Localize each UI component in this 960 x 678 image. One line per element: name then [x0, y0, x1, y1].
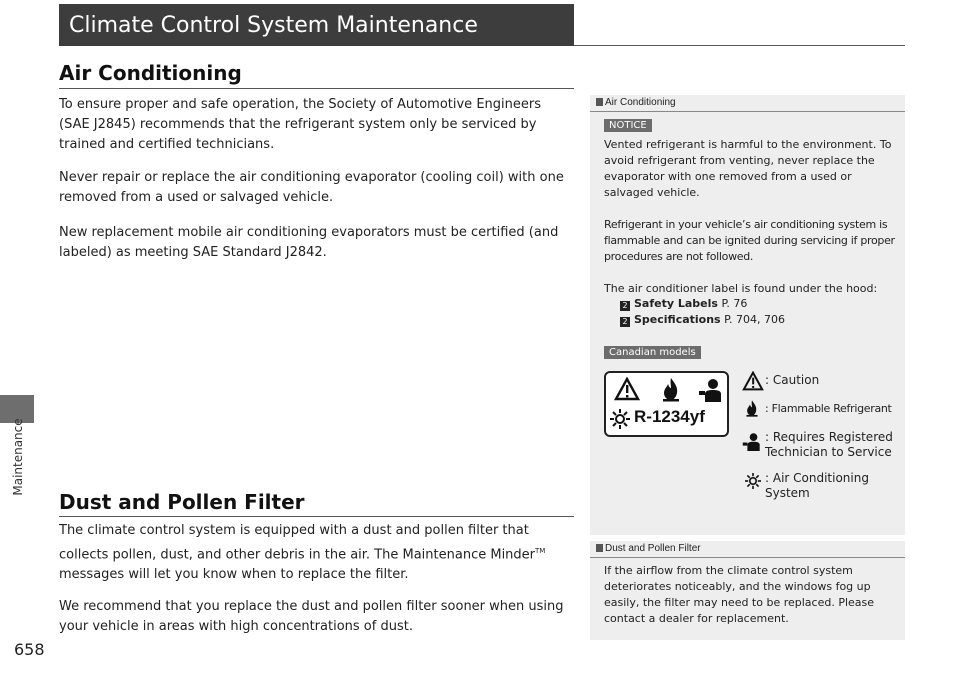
ref-safety-labels[interactable]: 2 Safety Labels P. 76 — [620, 297, 747, 311]
refrigerant-label-illustration — [604, 371, 729, 437]
ac-paragraph-2: Never repair or replace the air conditioning evaporator (cooling coil) with one removed from a used or salvaged vehicle. — [59, 170, 564, 205]
caution-legend-icon — [742, 371, 764, 391]
filter-sidebar-rule — [590, 557, 905, 558]
flammable-warning-text: Refrigerant in your vehicle’s air conditioning system is flammable and can be ignited during servicing if proper procedures are not followed. — [604, 218, 895, 263]
technician-legend-icon — [742, 431, 762, 451]
flame-icon — [661, 376, 681, 402]
filter-sidebar-heading: Dust and Pollen Filter — [596, 543, 701, 554]
filter-paragraph-2: We recommend that you replace the dust and pollen filter sooner when using your vehicle in areas with high concentrations of dust. — [59, 599, 564, 634]
notice-text: Vented refrigerant is harmful to the environment. To avoid refrigerant from venting, never replace the evaporator with one removed from a used or salvaged vehicle. — [604, 138, 892, 199]
filter-heading-rule — [59, 516, 574, 517]
page-number: 658 — [14, 640, 45, 659]
flammable-legend-icon — [745, 399, 759, 417]
air-conditioning-icon — [610, 409, 630, 429]
canadian-models-badge: Canadian models — [604, 346, 701, 359]
notice-badge: NOTICE — [604, 119, 652, 132]
ac-heading: Air Conditioning — [59, 61, 242, 85]
page-title: Climate Control System Maintenance — [69, 13, 478, 38]
cross-reference-icon: 2 — [620, 301, 630, 311]
filter-sidebar-note — [590, 541, 905, 640]
title-rule — [574, 45, 905, 46]
page-title-bar — [59, 4, 574, 46]
technician-icon — [698, 376, 724, 402]
note-marker-icon — [596, 544, 603, 552]
ac-heading-rule — [59, 88, 574, 89]
note-marker-icon — [596, 98, 603, 106]
ref-specifications[interactable]: 2 Specifications P. 704, 706 — [620, 313, 785, 327]
legend-caution: : Caution — [765, 373, 820, 387]
ac-sidebar-note — [590, 95, 905, 535]
legend-flammable: : Flammable Refrigerant — [765, 402, 892, 415]
cross-reference-icon: 2 — [620, 317, 630, 327]
ac-paragraph-3: New replacement mobile air conditioning evaporators must be certified (and labeled) as meeting SAE Standard J2842. — [59, 225, 559, 260]
legend-technician: : Requires Registered Technician to Service — [765, 430, 893, 459]
caution-triangle-icon — [614, 377, 640, 401]
ac-sidebar-rule — [590, 111, 905, 112]
ac-system-legend-icon — [745, 473, 761, 489]
filter-sidebar-text: If the airflow from the climate control system deteriorates noticeably, and the windows fog up easily, the filter may need to be replaced. Please contact a dealer for replacement. — [604, 564, 875, 625]
ac-paragraph-1: To ensure proper and safe operation, the Society of Automotive Engineers (SAE J2845) recommends that the refrigerant system only be serviced by trained and certified technicians. — [59, 97, 541, 152]
trademark-mark: TM — [535, 547, 546, 555]
legend-ac-system: : Air Conditioning System — [765, 471, 869, 500]
side-section-label: Maintenance — [11, 418, 25, 496]
refrigerant-code: R-1234yf — [634, 407, 705, 426]
filter-paragraph-1: The climate control system is equipped with a dust and pollen filter that collects pollen, dust, and other debris in the air. The Maintenance Minder™ messages will let you know when to replace the filter. — [59, 523, 546, 583]
ac-sidebar-heading: Air Conditioning — [596, 97, 676, 108]
label-location-text: The air conditioner label is found under the hood: — [604, 282, 878, 295]
filter-heading: Dust and Pollen Filter — [59, 490, 305, 514]
